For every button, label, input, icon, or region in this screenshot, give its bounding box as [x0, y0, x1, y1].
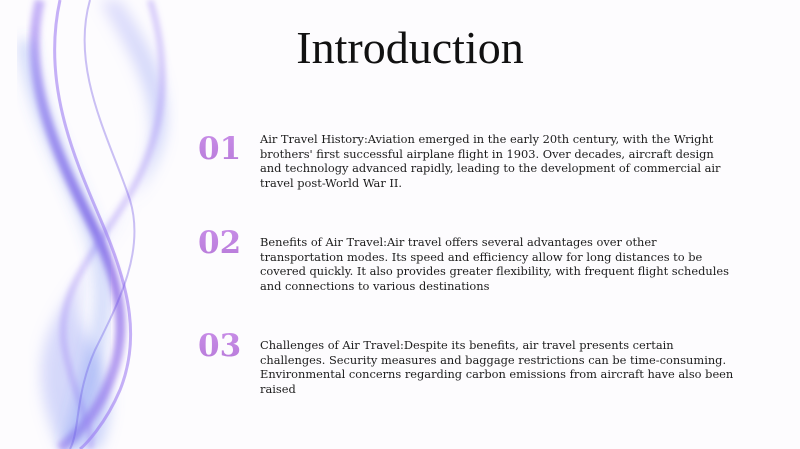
slide-title: Introduction	[296, 22, 524, 73]
item-text: Benefits of Air Travel:Air travel offers several advantages over other transportation modes. Its speed and efficiency allow for long distances to be covered quickly. It also provides greater flexibility, with frequent flight schedules and connections to various destinations	[260, 235, 729, 293]
smoke-ribbon-decoration	[0, 0, 200, 449]
item-number: 02	[198, 225, 242, 261]
item-number: 01	[198, 131, 242, 167]
item-text: Challenges of Air Travel:Despite its benefits, air travel presents certain challenges. Security measures and baggage restrictions can be time-consuming. Environmental concerns regarding carbon emissions from aircraft have also been raised	[260, 338, 734, 396]
item-text: Air Travel History:Aviation emerged in the early 20th century, with the Wright brothers' first successful airplane flight in 1903. Over decades, aircraft design and technology advanced rapidly, leading to the development of commercial air travel post-World War II.	[260, 132, 721, 190]
item-number: 03	[198, 328, 242, 364]
